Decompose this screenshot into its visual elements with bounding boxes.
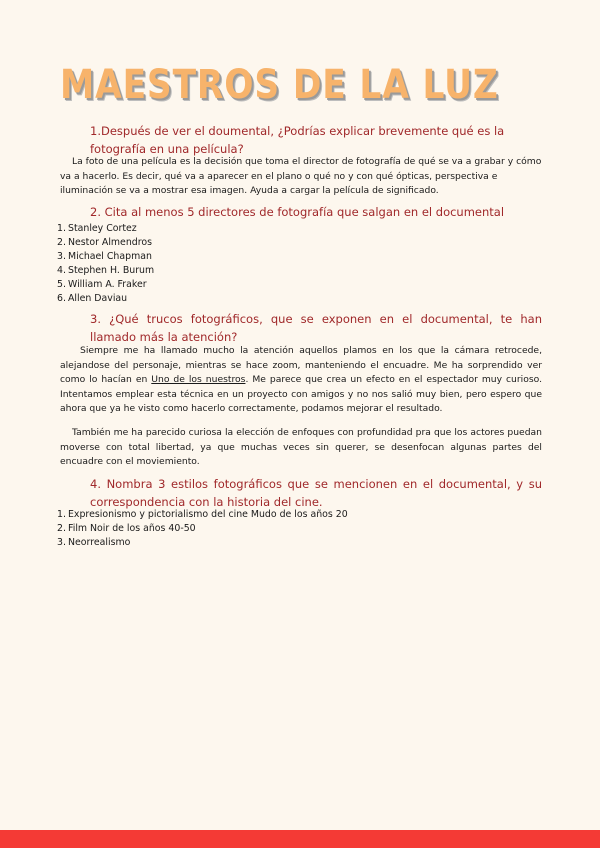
footer-accent-bar — [0, 830, 600, 848]
list-item: 3. Michael Chapman — [57, 251, 152, 262]
answer-3a: Siempre me ha llamado mucho la atención aquellos plamos en los que la cámara retrocede, alejandose del personaje, mientras se hace zoom, manteniendo el encuadre. Me ha sorprendido ver como lo hacían en Uno de los nuestros. Me parece que crea un efecto en el espectador muy curioso. Intentamos emplear esta técnica en un proyecto con amigos y no nos salió muy bien, pero espero que ahora que ya he visto como hacerlo correctamente, podamos mejorar el resultado. — [60, 345, 542, 414]
styles-list — [50, 508, 348, 550]
film-title-link: Uno de los nuestros — [151, 374, 246, 385]
page-title: MAESTROS DE LA LUZ — [60, 62, 499, 108]
question-2: 2. Cita al menos 5 directores de fotografía que salgan en el documental — [90, 205, 505, 219]
list-item: 1. Expresionismo y pictorialismo del cine Mudo de los años 20 — [57, 509, 348, 520]
answer-3b: También me ha parecido curiosa la elección de enfoques con profundidad pra que los actores puedan moverse con total libertad, ya que muchas veces sin querer, se desenfocan algunas partes del encuadre con el moviemiento. — [60, 427, 542, 467]
list-item: 6. Allen Daviau — [57, 293, 128, 304]
list-item: 2. Nestor Almendros — [57, 237, 152, 248]
answer-1: La foto de una película es la decisión que toma el director de fotografía de qué se va a grabar y cómo va a hacerlo. Es decir, qué va a aparecer en el plano o qué no y con qué ópticas, perspectiva e iluminación se va a mostrar esa imagen. Ayuda a cargar la película de significado. — [60, 156, 542, 196]
list-item: 1. Stanley Cortez — [57, 223, 137, 234]
question-1: 1.Después de ver el doumental, ¿Podrías explicar brevemente qué es la fotografía en una película? — [90, 124, 505, 156]
list-item: 5. William A. Fraker — [57, 279, 147, 290]
list-item: 2. Film Noir de los años 40-50 — [57, 523, 196, 534]
question-3: 3. ¿Qué trucos fotográficos, que se exponen en el documental, te han llamado más la atención? — [90, 312, 542, 344]
list-item: 4. Stephen H. Burum — [57, 265, 155, 276]
directors-list — [50, 222, 154, 306]
list-item: 3. Neorrealismo — [57, 537, 131, 548]
question-4: 4. Nombra 3 estilos fotográficos que se mencionen en el documental, y su correspondencia con la historia del cine. — [90, 477, 542, 509]
